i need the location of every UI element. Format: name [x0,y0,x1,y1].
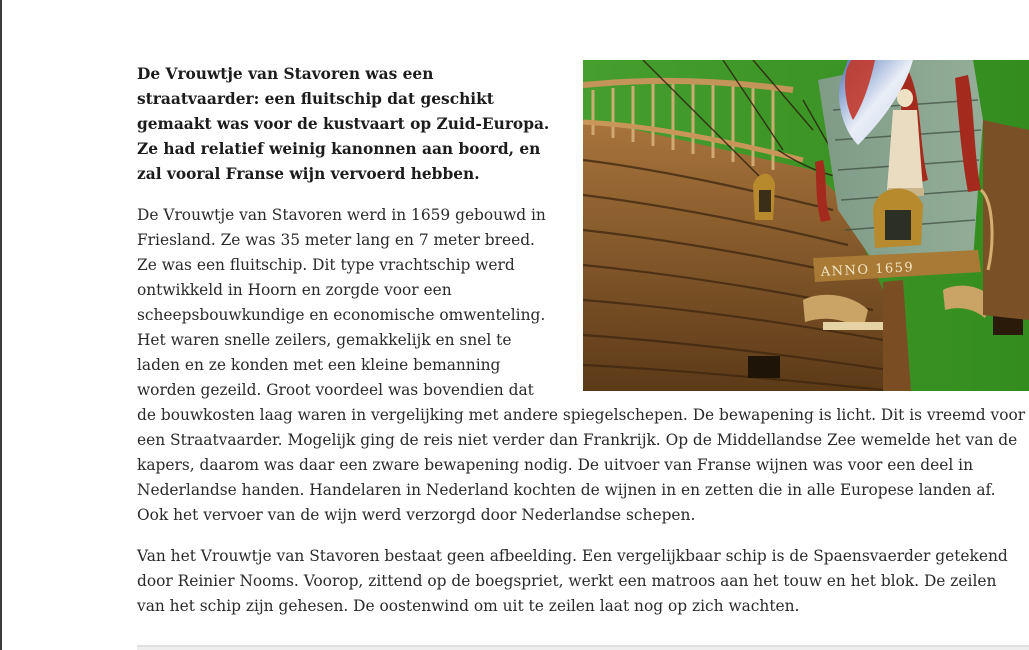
next-section-box [137,645,1029,650]
lead-paragraph: De Vrouwtje van Stavoren was een straatvaarder: een fluitschip dat geschikt gemaakt was voor de kustvaart op Zuid-Europa. Ze had relatief weinig kanonnen aan boord, en zal vooral Franse wijn vervoerd hebben. [137,65,550,183]
paragraph-illustration: Van het Vrouwtje van Stavoren bestaat geen afbeelding. Een vergelijkbaar schip is de Spaensvaerder getekend door Reinier Nooms. Voorop, zittend op de boegspriet, werkt een matroos aan het touw en het blok. De zeilen van het schip zijn gehesen. De oostenwind om uit te zeilen laat nog op zich wachten. [137,547,1008,615]
stern-inscription: ANNO 1659 [820,260,915,280]
ship-model-illustration [583,60,1029,391]
paragraph-history: De Vrouwtje van Stavoren werd in 1659 gebouwd in Friesland. Ze was 35 meter lang en 7 meter breed. Ze was een fluitschip. Dit type vrachtschip werd ontwikkeld in Hoorn en zorgde voor een scheepsbouwkundige en economische omwenteling. Het waren snelle zeilers, gemakkelijk en snel te laden en ze konden met een kleine bemanning worden gezeild. Groot voordeel was bovendien dat de bouwkosten laag waren in vergelijking met andere spiegelschepen. De bewapening is licht. Dit is vreemd voor een Straatvaarder. Mogelijk ging de reis niet verder dan Frankrijk. Op de Middellandse Zee wemelde het van de kapers, daarom was daar een zware bewapening nodig. De uitvoer van Franse wijnen was voor een deel in Nederlandse handen. Handelaren in Nederland kochten de wijnen in en zetten die in alle Europese landen af. Ook het vervoer van de wijn werd verzorgd door Nederlandse schepen. [137,206,1026,524]
left-border-rule [0,0,2,650]
ship-model-photo [583,60,1029,391]
article-body [137,62,1029,635]
